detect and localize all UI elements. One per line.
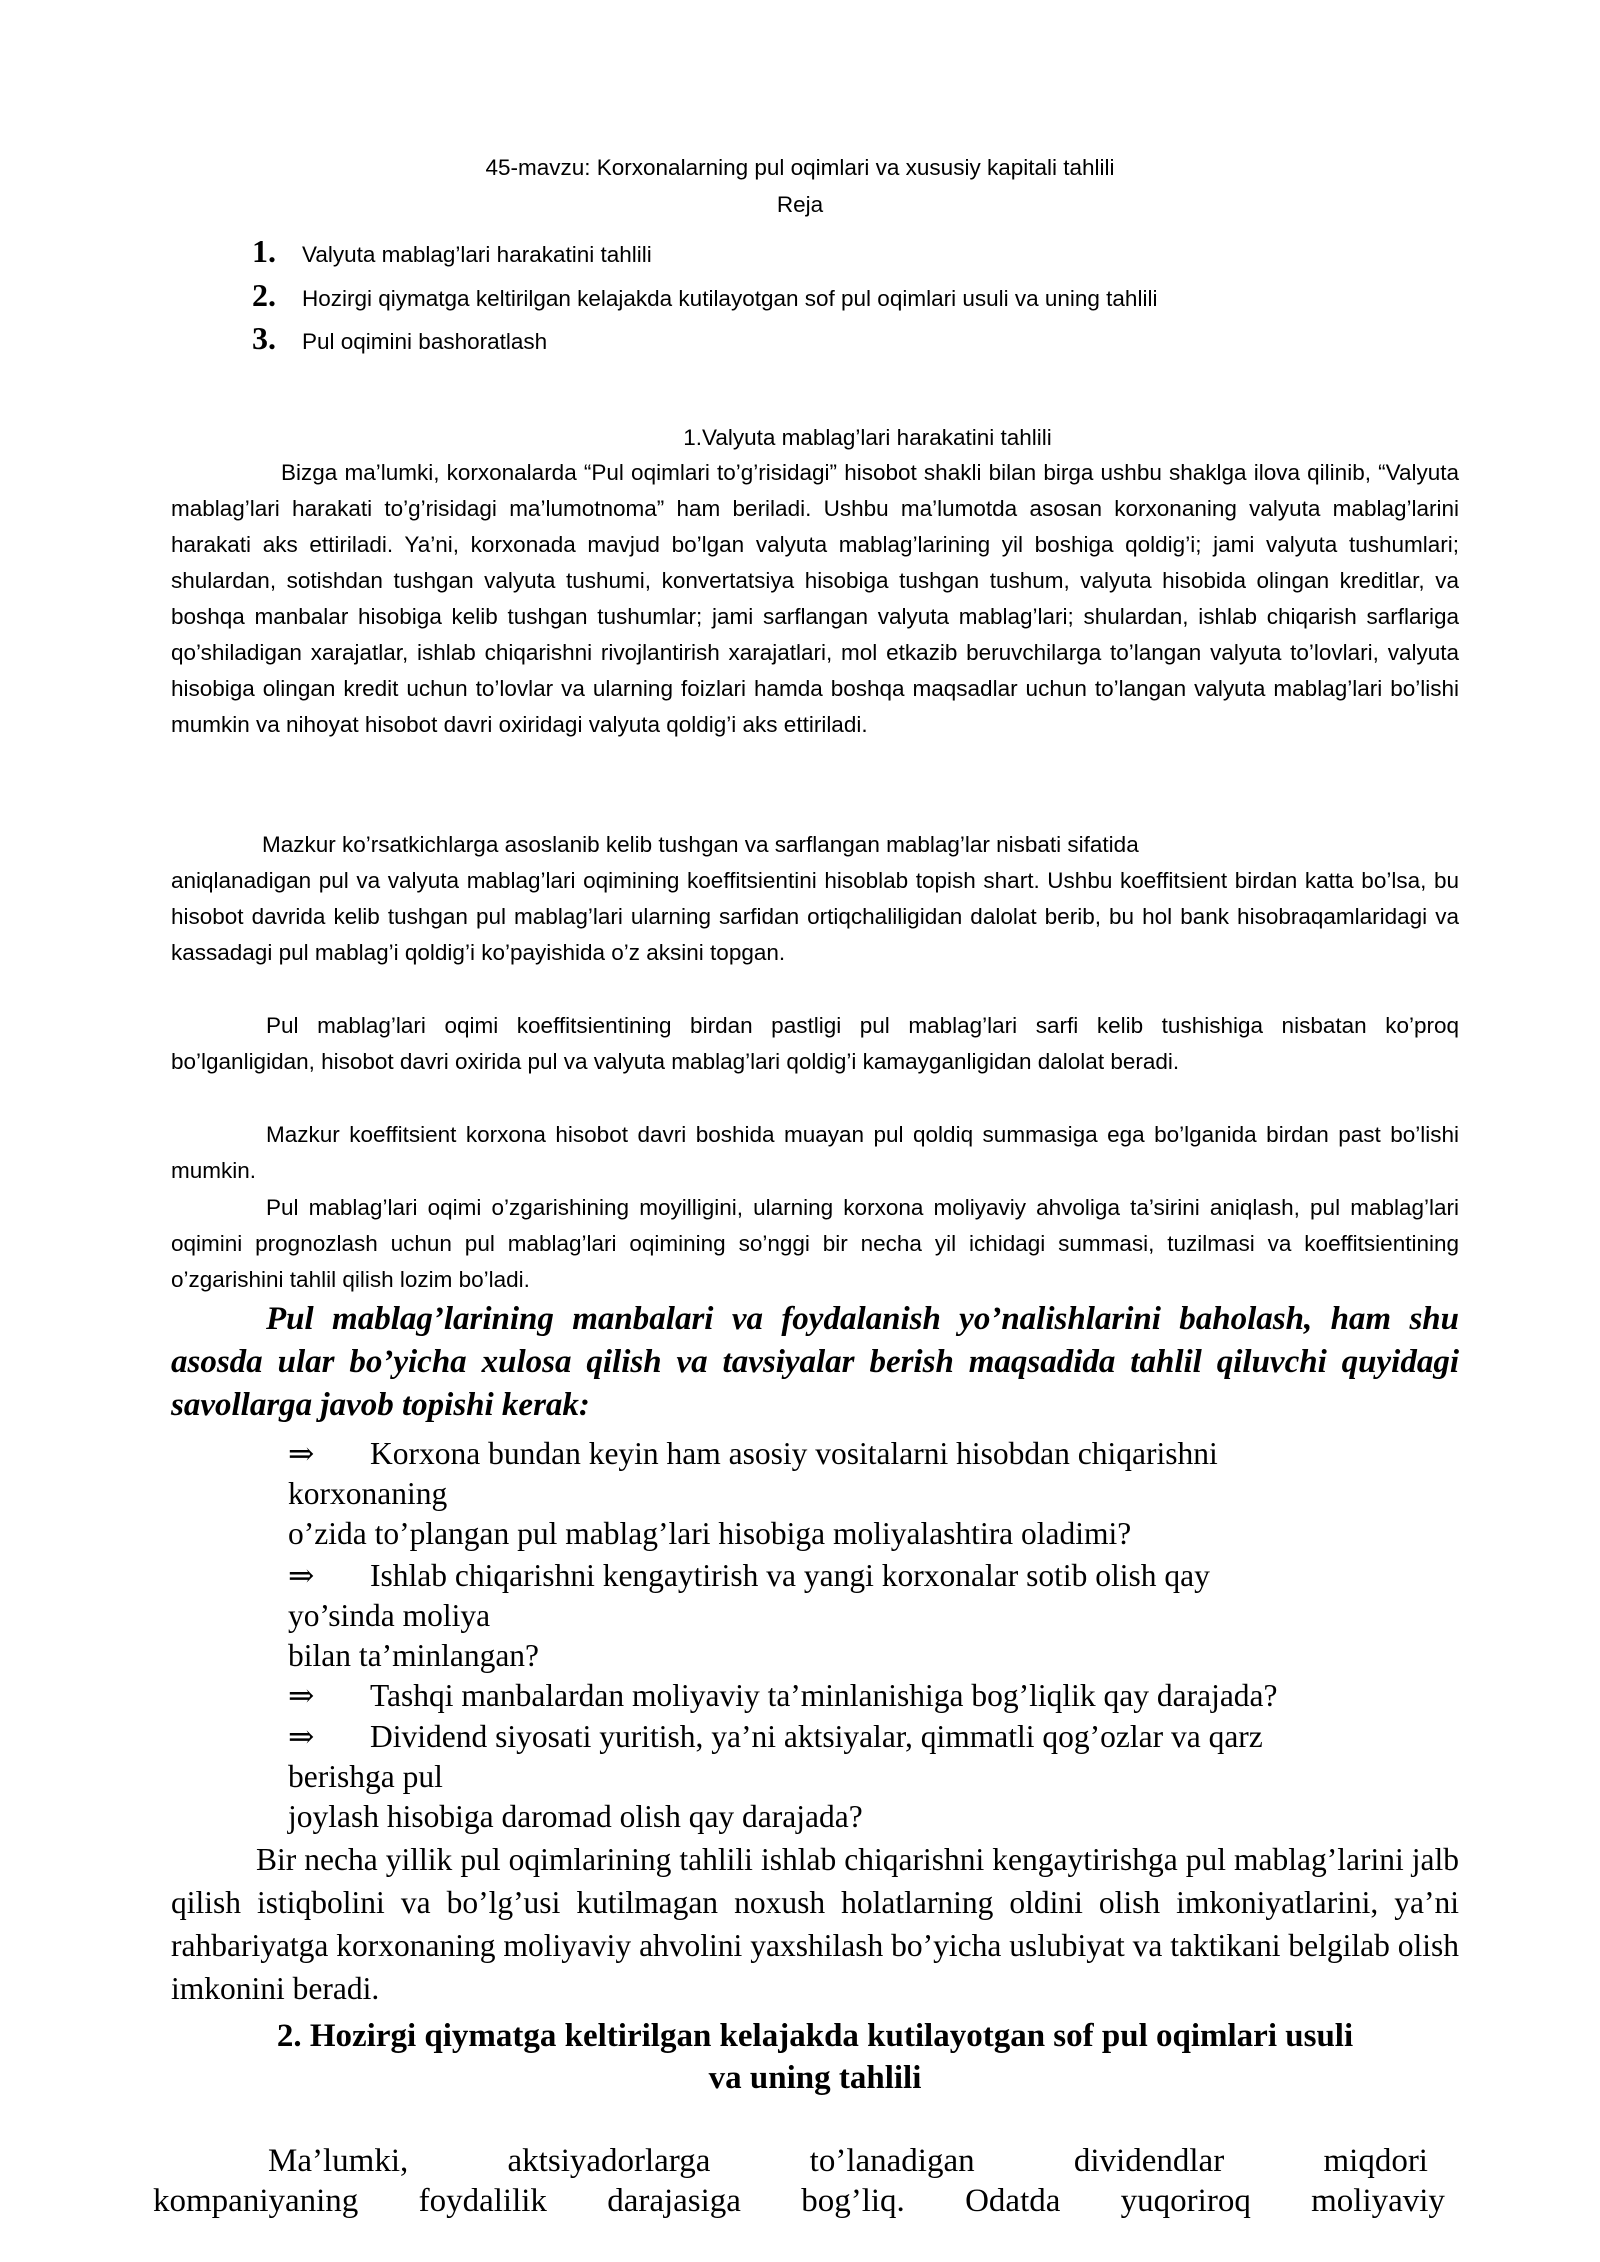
plan-item-number: 1. <box>252 233 276 269</box>
question-item <box>288 1717 1468 1837</box>
word: Ma’lumki, <box>268 2143 409 2179</box>
question-line: yo’sinda moliya <box>288 1598 491 1633</box>
paragraph: aniqlanadigan pul va valyuta mablag’lari oqimining koeffitsientini hisoblab topish shart. Ushbu koeffitsient birdan katta bo’lsa, bu hisobot davrida kelib tushgan pul mablag’lari ularning sarfidan ortiqchaliligidan dalolat berib, bu hol bank hisobraqamlaridagi va kassadagi pul mablag’i qoldig’i ko’payishida o’z aksini topgan. <box>171 868 1459 965</box>
paragraph <box>171 1190 1459 1298</box>
question-line: Dividend siyosati yuritish, ya’ni aktsiyalar, qimmatli qog’ozlar va qarz <box>370 1719 1263 1754</box>
word: darajasiga <box>607 2183 741 2219</box>
section1-heading: 1.Valyuta mablag’lari harakatini tahlili <box>683 425 1052 450</box>
word: moliyaviy <box>1311 2183 1445 2219</box>
word: to’lanadigan <box>809 2143 975 2179</box>
paragraph-text: Bir necha yillik pul oqimlarining tahlili ishlab chiqarishni kengaytirishga pul mablag’larini jalb qilish istiqbolini va bo’lg’usi kutilmagan noxush holatlarning oldini olish imkoniyatlarini, ya’ni rahbariyatga korxonaning moliyaviy ahvolini yaxshilash bo’yicha uslubiyat va taktikani belgilab olish imkonini beradi. <box>171 1842 1459 2006</box>
plan-item <box>252 233 1452 270</box>
question-line: berishga pul <box>288 1759 443 1794</box>
emphasis-paragraph <box>171 1298 1459 1427</box>
question-line: joylash hisobiga daromad olish qay darajada? <box>288 1799 863 1834</box>
question-item <box>288 1676 1468 1716</box>
plan-item-text: Valyuta mablag’lari harakatini tahlili <box>302 242 652 267</box>
paragraph-text: Pul mablag’lari oqimi o’zgarishining moyilligini, ularning korxona moliyaviy ahvoliga ta’sirini aniqlash, pul mablag’lari oqimini prognozlash uchun pul mablag’lari oqimining so’nggi bir necha yil ichidagi summasi, tuzilmasi va koeffitsientining o’zgarishini tahlil qilish lozim bo’ladi. <box>171 1195 1459 1292</box>
paragraph <box>171 455 1459 743</box>
text-line <box>268 2140 1428 2182</box>
plan-item-text: Hozirgi qiymatga keltirilgan kelajakda kutilayotgan sof pul oqimlari usuli va uning tahlili <box>302 286 1158 311</box>
paragraph <box>171 1117 1459 1189</box>
paragraph-first-line: Mazkur ko’rsatkichlarga asoslanib kelib tushgan va sarflangan mablag’lar nisbati sifatida <box>262 832 1139 857</box>
question-line: Korxona bundan keyin ham asosiy vositalarni hisobdan chiqarishni <box>370 1436 1218 1471</box>
paragraph <box>171 1008 1459 1080</box>
plan-heading: Reja <box>776 192 824 217</box>
question-line: Ishlab chiqarishni kengaytirish va yangi korxonalar sotib olish qay <box>370 1558 1210 1593</box>
plan-item <box>252 277 1452 314</box>
arrow-icon: ⇒ <box>288 1719 315 1754</box>
question-item <box>288 1434 1468 1554</box>
plan-item-number: 3. <box>252 320 276 356</box>
paragraph-text: Pul mablag’larining manbalari va foydalanish yo’nalishlarini baholash, ham shu asosda ular bo’yicha xulosa qilish va tavsiyalar berish maqsadida tahlil qiluvchi quyidagi savollarga javob topishi kerak: <box>171 1301 1459 1423</box>
question-item <box>288 1556 1468 1676</box>
word: foydalilik <box>418 2183 547 2219</box>
arrow-icon: ⇒ <box>288 1678 315 1713</box>
section2-heading-line: va uning tahlili <box>708 2060 922 2096</box>
question-line: o’zida to’plangan pul mablag’lari hisobiga moliyalashtira oladimi? <box>288 1516 1132 1551</box>
document-title: 45-mavzu: Korxonalarning pul oqimlari va xususiy kapitali tahlili <box>485 155 1115 180</box>
text-line <box>153 2180 1445 2222</box>
plan-item <box>252 320 1452 357</box>
paragraph-text: Bizga ma’lumki, korxonalarda “Pul oqimlari to’g’risidagi” hisobot shakli bilan birga ushbu shaklga ilova qilinib, “Valyuta mablag’lari harakati to’g’risidagi ma’lumotnoma” ham beriladi. Ushbu ma’lumotda asosan korxonaning valyuta mablag’larini harakati aks ettiriladi. Ya’ni, korxonada mavjud bo’lgan valyuta mablag’larining yil boshiga qoldig’i; jami valyuta tushumlari; shulardan, sotishdan tushgan valyuta tushumi, konvertatsiya hisobiga tushgan tushum, valyuta hisobida olingan kreditlar, va boshqa manbalar hisobiga kelib tushgan tushumlar; jami sarflangan valyuta mablag’lari; shulardan, ishlab chiqarish sarflariga qo’shiladigan xarajatlar, ishlab chiqarishni rivojlantirish xarajatlari, mol etkazib beruvchilarga to’langan valyuta to’lovlari, valyuta hisobiga olingan kredit uchun to’lovlar va ularning foizlari hamda boshqa maqsadlar uchun to’langan valyuta mablag’lari bo’lishi mumkin va nihoyat hisobot davri oxiridagi valyuta qoldig’i aks ettiriladi. <box>171 460 1459 737</box>
paragraph-text: Mazkur koeffitsient korxona hisobot davri boshida muayan pul qoldiq summasiga ega bo’lganida birdan past bo’lishi mumkin. <box>171 1122 1459 1183</box>
conclusion-paragraph <box>171 1838 1459 2010</box>
paragraph-text: Pul mablag’lari oqimi koeffitsientining birdan pastligi pul mablag’lari sarfi kelib tushishiga nisbatan ko’proq bo’lganligidan, hisobot davri oxirida pul va valyuta mablag’lari qoldig’i kamayganligidan dalolat beradi. <box>171 1013 1459 1074</box>
section2-heading-line: 2. Hozirgi qiymatga keltirilgan kelajakda kutilayotgan sof pul oqimlari usuli <box>276 2018 1354 2054</box>
question-line: Tashqi manbalardan moliyaviy ta’minlanishiga bog’liqlik qay darajada? <box>370 1678 1278 1713</box>
word: dividendlar <box>1073 2143 1225 2179</box>
word: miqdori <box>1323 2143 1428 2179</box>
question-line: bilan ta’minlangan? <box>288 1638 540 1673</box>
word: Odatda <box>965 2183 1061 2219</box>
plan-item-text: Pul oqimini bashoratlash <box>302 329 548 354</box>
word: kompaniyaning <box>153 2183 359 2219</box>
word: yuqoriroq <box>1120 2183 1251 2219</box>
arrow-icon: ⇒ <box>288 1558 315 1593</box>
question-line: korxonaning <box>288 1476 448 1511</box>
word: bog’liq. <box>801 2183 905 2219</box>
arrow-icon: ⇒ <box>288 1436 315 1471</box>
plan-item-number: 2. <box>252 277 276 313</box>
word: aktsiyadorlarga <box>507 2143 711 2179</box>
section2-heading <box>140 2015 1490 2099</box>
